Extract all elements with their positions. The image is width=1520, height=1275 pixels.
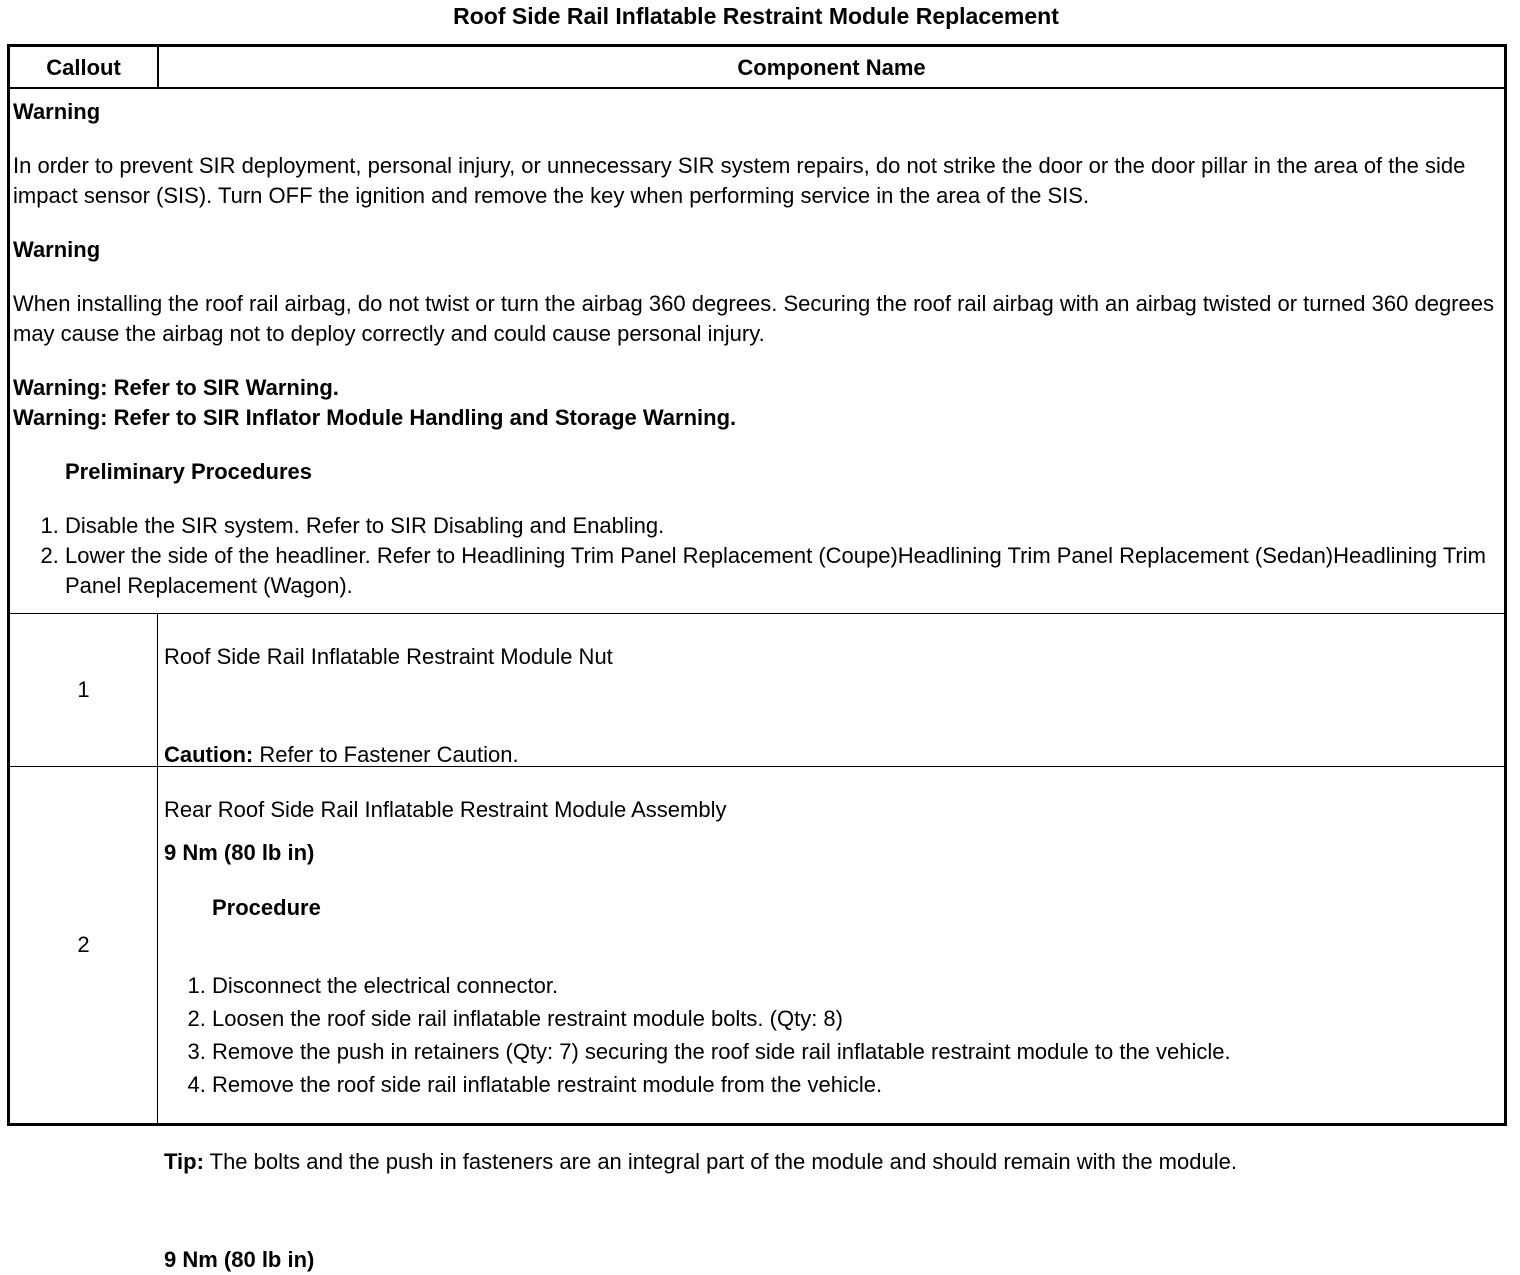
callout-number: 1 bbox=[10, 614, 158, 766]
list-item: 4. Remove the roof side rail inflatable restraint module from the vehicle. bbox=[212, 1068, 1498, 1101]
warning-text: In order to prevent SIR deployment, personal injury, or unnecessary SIR system repairs, do not strike the door or the door pillar in the area of the side impact sensor (SIS). Turn OFF the ignition and remove the key when performing service in the area of the SIS. bbox=[13, 153, 1466, 208]
torque-spec: 9 Nm (80 lb in) bbox=[164, 840, 315, 865]
tip-text: The bolts and the push in fasteners are an integral part of the module and should remain with the module. bbox=[203, 1149, 1237, 1174]
caution-note bbox=[164, 740, 1498, 770]
list-item: 1. Disable the SIR system. Refer to SIR Disabling and Enabling. bbox=[65, 511, 1500, 541]
preliminary-procedures-title: Preliminary Procedures bbox=[65, 459, 313, 484]
tip-note bbox=[164, 1147, 1498, 1177]
intro-section bbox=[10, 89, 1504, 614]
list-item: 1. Disconnect the electrical connector. bbox=[212, 969, 1498, 1002]
component-name: Rear Roof Side Rail Inflatable Restraint Module Assembly bbox=[164, 797, 727, 822]
preliminary-steps-list bbox=[13, 511, 1500, 601]
callout-number: 2 bbox=[10, 767, 158, 1123]
procedure-title: Procedure bbox=[212, 895, 321, 920]
component-cell bbox=[158, 767, 1504, 1272]
caution-text: Refer to Fastener Caution. bbox=[253, 742, 519, 767]
warning-text: When installing the roof rail airbag, do not twist or turn the airbag 360 degrees. Securing the roof rail airbag with an airbag twisted or turned 360 degrees may cause the airbag not to deploy correctly and could cause personal injury. bbox=[13, 291, 1494, 346]
list-item: 3. Remove the push in retainers (Qty: 7) securing the roof side rail inflatable restraint module to the vehicle. bbox=[212, 1035, 1498, 1068]
procedure-steps-list bbox=[164, 969, 1498, 1101]
inflator-warning-reference: Warning: Refer to SIR Inflator Module Handling and Storage Warning. bbox=[13, 405, 737, 430]
tip-label: Tip: bbox=[164, 1149, 204, 1174]
page-title: Roof Side Rail Inflatable Restraint Module Replacement bbox=[453, 3, 1059, 29]
list-item: 2. Lower the side of the headliner. Refer to Headlining Trim Panel Replacement (Coupe)Headlining Trim Panel Replacement (Sedan)Headlining Trim Panel Replacement (Wagon). bbox=[65, 541, 1500, 601]
warning-label: Warning bbox=[13, 237, 101, 262]
sir-warning-reference: Warning: Refer to SIR Warning. bbox=[13, 375, 339, 400]
warning-label: Warning bbox=[13, 99, 101, 124]
table-header bbox=[10, 47, 1504, 89]
caution-label: Caution: bbox=[164, 742, 254, 767]
torque-spec: 9 Nm (80 lb in) bbox=[164, 1247, 315, 1272]
list-item: 2. Loosen the roof side rail inflatable restraint module bolts. (Qty: 8) bbox=[212, 1002, 1498, 1035]
procedure-table bbox=[7, 44, 1507, 1272]
callout-header: Callout bbox=[10, 47, 159, 87]
table-row bbox=[10, 767, 1504, 1272]
component-name: Roof Side Rail Inflatable Restraint Module Nut bbox=[164, 644, 613, 669]
component-name-header: Component Name bbox=[737, 55, 926, 80]
